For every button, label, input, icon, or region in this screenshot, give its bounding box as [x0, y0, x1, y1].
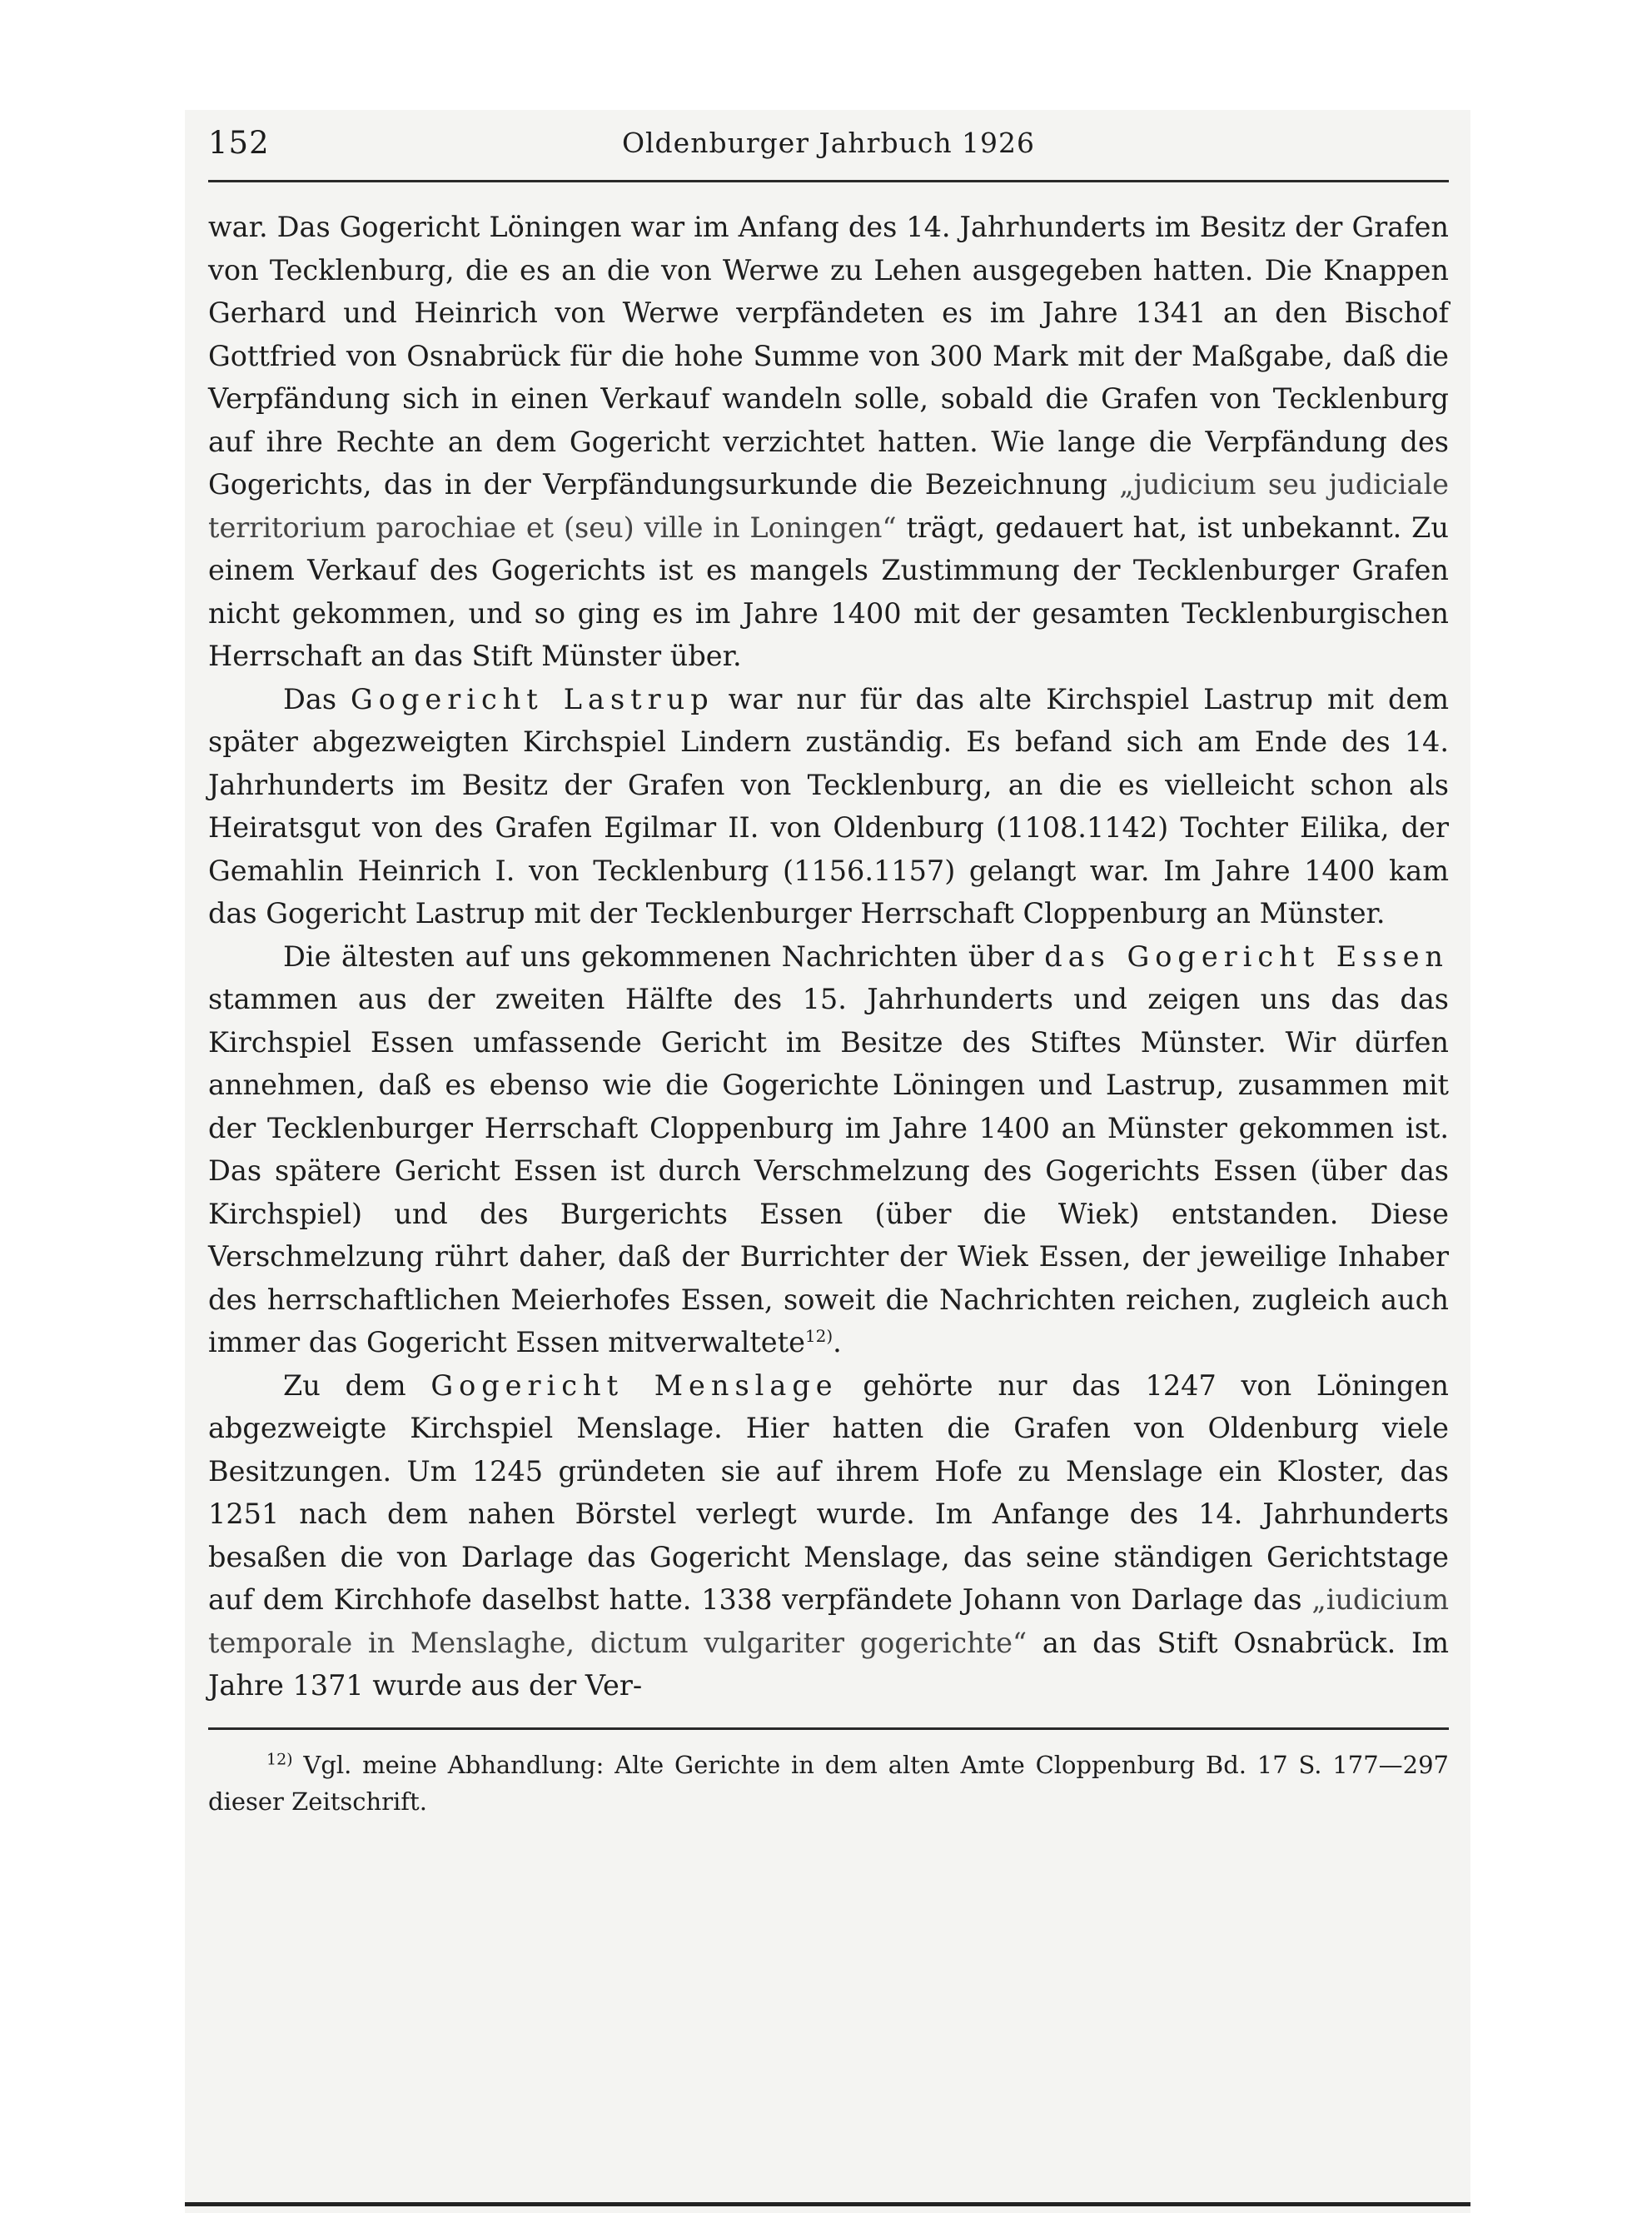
- running-title: Oldenburger Jahrbuch 1926: [621, 127, 1036, 159]
- paragraph-text: stammen aus der zweiten Hälfte des 15. Jahrhunderts und zeigen uns das das Kirchspiel Essen umfassende Gericht im Besitze des Stiftes Münster. Wir dürfen annehmen, daß es ebenso wie die Gogerichte Löningen und Lastrup, zusammen mit der Tecklenburger Herrschaft Cloppenburg im Jahre 1400 an Münster gekommen ist. Das spätere Gericht Essen ist durch Verschmelzung des Gogerichts Essen (über das Kirchspiel) und des Burgerichts Essen (über die Wiek) entstanden. Diese Verschmelzung rührt daher, daß der Burrichter der Wiek Essen, der jeweilige Inhaber des herrschaftlichen Meierhofes Essen, soweit die Nachrichten reichen, zugleich auch immer das Gogericht Essen mitverwaltete: [208, 983, 1449, 1358]
- paragraph-text: war. Das Gogericht Löningen war im Anfang des 14. Jahrhunderts im Besitz der Grafen von Tecklenburg, die es an die von Werwe zu Lehen ausgegeben hatten. Die Knappen Gerhard und Heinrich von Werwe verpfändeten es im Jahre 1341 an den Bischof Gottfried von Osnabrück für die hohe Summe von 300 Mark mit der Maßgabe, daß die Verpfändung sich in einen Verkauf wandeln solle, sobald die Grafen von Tecklenburg auf ihre Rechte an dem Gogericht verzichtet hatten. Wie lange die Verpfändung des Gogerichts, das in der Verpfändungsurkunde die Bezeichnung: [208, 211, 1449, 501]
- paragraph-text: Die ältesten auf uns gekommenen Nachrichten über: [283, 940, 1045, 973]
- footnote-text: Vgl. meine Abhandlung: Alte Gerichte in dem alten Amte Cloppenburg Bd. 17 S. 177—297 dieser Zeitschrift.: [208, 1750, 1449, 1816]
- paragraph-text: trägt, gedauert hat, ist unbekannt. Zu einem Verkauf des Gogerichts ist es mangels Zustimmung der Tecklenburger Grafen nicht gekommen, und so ging es im Jahre 1400 mit der gesamten Tecklenburgischen Herrschaft an das Stift Münster über.: [208, 511, 1449, 672]
- paragraph-text: war nur für das alte Kirchspiel Lastrup mit dem später abgezweigten Kirchspiel Lindern zuständig. Es befand sich am Ende des 14. Jahrhunderts im Besitz der Grafen von Tecklenburg, an die es vielleicht schon als Heiratsgut von des Grafen Egilmar II. von Oldenburg (1108.1142) Tochter Eilika, der Gemahlin Heinrich I. von Tecklenburg (1156.1157) gelangt war. Im Jahre 1400 kam das Gogericht Lastrup mit der Tecklenburger Herrschaft Cloppenburg an Münster.: [208, 682, 1449, 930]
- paragraph-text: Zu dem: [283, 1368, 431, 1402]
- page-number: 152: [208, 125, 270, 161]
- header-rule: [208, 180, 1449, 182]
- spaced-heading: Gogericht Lastrup: [351, 682, 714, 715]
- footnote-rule: [208, 1727, 1449, 1730]
- paragraph-menslage: [208, 1364, 1449, 1707]
- paragraph-text: gehörte nur das 1247 von Löningen abgezweigte Kirchspiel Menslage. Hier hatten die Grafen von Oldenburg viele Besitzungen. Um 1245 gründeten sie auf ihrem Hofe zu Menslage ein Kloster, das 1251 nach dem nahen Börstel verlegt wurde. Im Anfange des 14. Jahrhunderts besaßen die von Darlage das Gogericht Menslage, das seine ständigen Gerichtstage auf dem Kirchhofe daselbst hatte. 1338 verpfändete Johann von Darlage das: [208, 1368, 1450, 1616]
- paragraph-loeningen: [208, 206, 1449, 678]
- paragraph-text: Das: [283, 682, 351, 715]
- paragraph-text: an das Stift Osnabrück. Im Jahre 1371 wurde aus der Ver-: [208, 1626, 1449, 1702]
- latin-quote: „iudicium temporale in Menslaghe, dictum vulgariter gogerichte“: [208, 1583, 1449, 1659]
- spaced-heading: Gogericht Menslage: [430, 1368, 838, 1402]
- spaced-heading: das Gogericht Essen: [1044, 940, 1449, 973]
- paragraph-text: .: [833, 1326, 842, 1358]
- paragraph-lastrup: [208, 678, 1449, 935]
- latin-quote: „judicium seu judiciale territorium parochiae et (seu) ville in Loningen“: [208, 468, 1449, 544]
- paragraph-essen: [208, 935, 1449, 1364]
- footnote-mark: 12): [266, 1749, 293, 1768]
- book-page: [208, 125, 1449, 1820]
- page-bottom-edge: [185, 2202, 1470, 2206]
- footnote: [208, 1747, 1449, 1820]
- running-header: [208, 125, 1449, 178]
- footnote-reference[interactable]: 12): [804, 1325, 833, 1346]
- body-text: [208, 206, 1449, 1707]
